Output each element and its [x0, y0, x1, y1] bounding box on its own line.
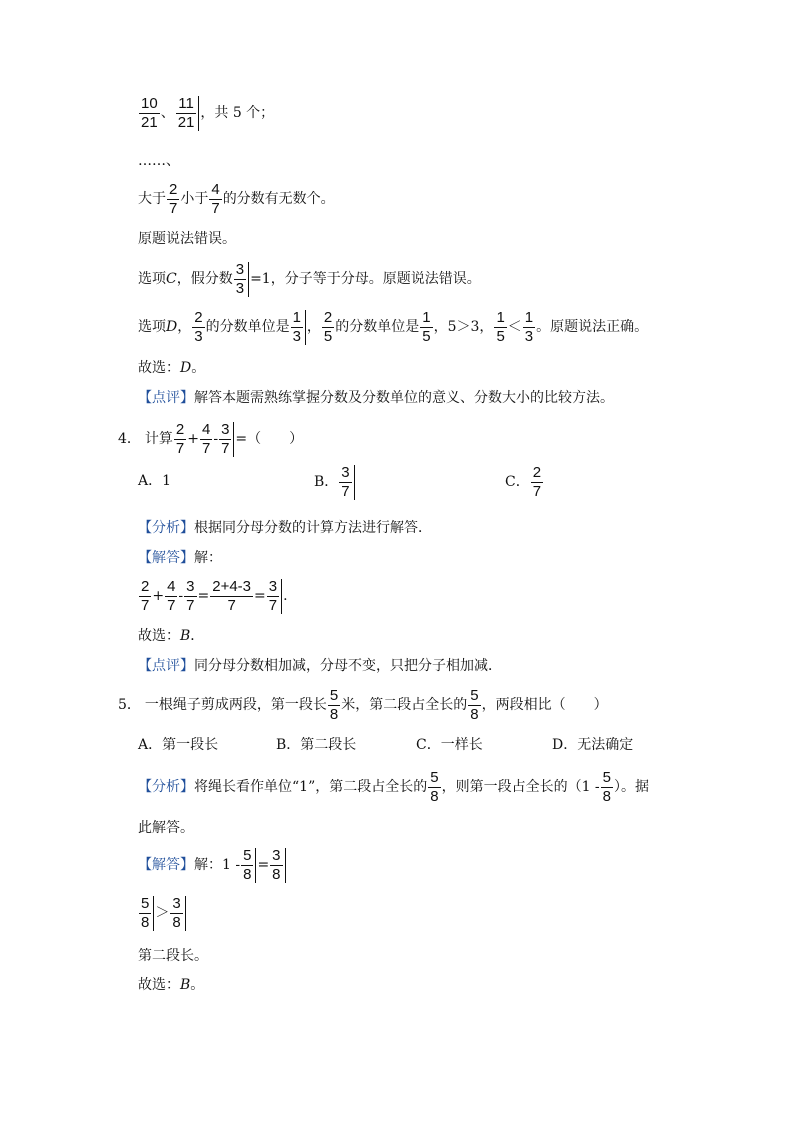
q4-calculation: $\frac{2}{7}$ + $\frac{4}{7}$ - $\frac{3}{7}$ = $\frac{2+4-3}{7}$ = $\frac{3}{7}$ . — [141, 578, 288, 614]
answer-tag: 【解答】 — [138, 550, 194, 566]
fraction-sum: $\frac{2+4-3}{7}$ — [212, 578, 252, 614]
fraction-5-8: $\frac{5}{8}$ — [470, 687, 479, 723]
fraction-3-8: $\frac{3}{8}$ — [270, 848, 285, 883]
fraction-5-8: $\frac{5}{8}$ — [329, 687, 339, 723]
fraction-4-7: $\frac{4}{7}$ — [211, 181, 220, 217]
q5-compare: $\frac{5}{8}$ ＞ $\frac{3}{8}$ — [138, 896, 187, 931]
fraction-3-7: $\frac{3}{7}$ — [186, 578, 195, 614]
q5-option-a: A．第一段长 — [138, 737, 219, 753]
q4-option-a: A．1 — [138, 473, 172, 489]
q4-option-b: B． $\frac{3}{7}$ — [314, 465, 356, 500]
fraction-2-5: $\frac{2}{5}$ — [323, 309, 333, 345]
fraction-1-3: $\frac{1}{3}$ — [524, 309, 534, 345]
q4-comment: 【点评】 同分母分数相加减，分母不变，只把分子相加减． — [138, 658, 502, 674]
fraction-5-8: $\frac{5}{8}$ — [602, 769, 612, 805]
line-option-d: 选项 D ， $\frac{2}{3}$ 的分数单位是 $\frac{1}{3}$ ， $\frac{2}{5}$ 的分数单位是 $\frac{1}{5}$ ，5＞3， $\frac{1}{5}$ ＜ $\frac{1}{3}$ 。原题说法正确。 — [138, 309, 649, 345]
line-choose-d: 故选： D 。 — [138, 360, 206, 376]
fraction-11-21: $\frac{11}{21}$ — [176, 96, 200, 131]
q4-option-c: C． $\frac{2}{7}$ — [505, 464, 542, 500]
fraction-2-7: $\frac{2}{7}$ — [141, 578, 150, 614]
fraction-5-8: $\frac{5}{8}$ — [430, 769, 439, 805]
fraction-4-7: $\frac{4}{7}$ — [202, 421, 211, 457]
q5-result: 第二段长。 — [138, 948, 208, 964]
line-ellipsis: ……、 — [138, 153, 180, 169]
line-comment-3: 【点评】 解答本题需熟练掌握分数及分数单位的意义、分数大小的比较方法。 — [138, 390, 614, 406]
analysis-tag: 【分析】 — [138, 520, 194, 536]
fraction-1-5: $\frac{1}{5}$ — [496, 309, 505, 345]
q4-choose: 故选： B ． — [138, 628, 205, 644]
q5-option-c: C．一样长 — [416, 737, 483, 753]
fraction-1-3: $\frac{1}{3}$ — [291, 310, 306, 345]
fraction-5-8: $\frac{5}{8}$ — [241, 848, 256, 883]
fraction-3-3: $\frac{3}{3}$ — [234, 262, 249, 297]
line-fractions-list: $\frac{10}{21}$ 、 $\frac{11}{21}$ ，共 5 个； — [141, 95, 275, 131]
q5-choose: 故选： B 。 — [138, 977, 205, 993]
fraction-4-7: $\frac{4}{7}$ — [167, 578, 176, 614]
fraction-3-7: $\frac{3}{7}$ — [339, 465, 354, 500]
q5-answer: 【解答】 解：1 - $\frac{5}{8}$ = $\frac{3}{8}$ — [138, 848, 287, 883]
fraction-2-7: $\frac{2}{7}$ — [175, 421, 185, 457]
fraction-3-7: $\frac{3}{7}$ — [267, 579, 282, 614]
q5-option-d: D．无法确定 — [552, 737, 634, 753]
q5-stem: 5． 一根绳子剪成两段，第一段长 $\frac{5}{8}$ 米，第二段占全长的 $\frac{5}{8}$ ，两段相比（ ） — [118, 687, 608, 723]
fraction-2-3: $\frac{2}{3}$ — [194, 309, 203, 345]
answer-tag: 【解答】 — [138, 857, 194, 874]
fraction-5-8: $\frac{5}{8}$ — [139, 896, 154, 931]
fraction-1-5: $\frac{1}{5}$ — [422, 309, 431, 345]
line-wrong-1: 原题说法错误。 — [138, 231, 236, 247]
fraction-3-8: $\frac{3}{8}$ — [170, 896, 185, 931]
comment-tag: 【点评】 — [138, 390, 194, 406]
fraction-2-7: $\frac{2}{7}$ — [169, 181, 178, 217]
fraction-10-21: $\frac{10}{21}$ — [141, 95, 158, 131]
fraction-3-7: $\frac{3}{7}$ — [219, 422, 234, 457]
q5-analysis: 【分析】 将绳长看作单位“1”，第二段占全长的 $\frac{5}{8}$ ，则第一段占全长的（1 - $\frac{5}{8}$ ）。据 — [138, 769, 650, 805]
q4-stem: 4． 计算 $\frac{2}{7}$ + $\frac{4}{7}$ - $\frac{3}{7}$ =（ ） — [118, 421, 304, 457]
line-option-c: 选项 C ，假分数 $\frac{3}{3}$ =1，分子等于分母。原题说法错误。 — [138, 261, 481, 297]
line-infinite-fractions: 大于 $\frac{2}{7}$ 小于 $\frac{4}{7}$ 的分数有无数个。 — [138, 181, 335, 217]
q4-answer: 【解答】 解： — [138, 550, 222, 566]
comment-tag: 【点评】 — [138, 658, 194, 674]
q5-analysis-cont: 此解答。 — [138, 820, 194, 836]
q5-option-b: B．第二段长 — [276, 737, 357, 753]
analysis-tag: 【分析】 — [138, 779, 194, 796]
fraction-2-7: $\frac{2}{7}$ — [532, 464, 542, 500]
q4-analysis: 【分析】 根据同分母分数的计算方法进行解答． — [138, 520, 432, 536]
